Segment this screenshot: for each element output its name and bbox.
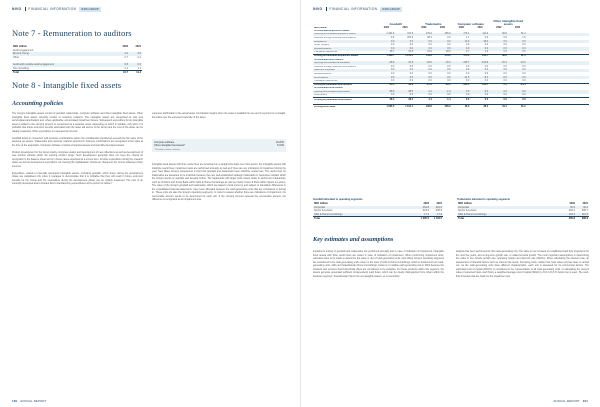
cell-value: 0.0: [428, 40, 432, 43]
cell-value: 0.0: [503, 80, 507, 83]
header-pill: IFRS GROUP: [81, 7, 99, 11]
footer-label: ANNUAL REPORT: [553, 399, 580, 403]
cell-value: 0.0: [391, 65, 395, 68]
year-labels: [415, 27, 453, 29]
cell-value: 0.8: [124, 63, 128, 67]
info-footnote: * Primarily customer relations: [154, 148, 181, 151]
table-row: [313, 104, 589, 108]
cell-value: 0.0: [428, 76, 432, 79]
table-title: Goodwill allocated to operating segments: [313, 198, 363, 201]
paragraph: Product development for the Group mainly comprises design and development of new collections as well as development of new product variants within the existing product range. Such development generally does not meet the criteria for recognition in the balance sheet and is in these cases expensed as a current item. All other expenditure during the research phase as well as development expenditure not meeting the capitalisation criteria are charged to the income statement when incurred.: [12, 150, 143, 168]
cell-value: 0.0: [409, 47, 413, 50]
cell-value: 12.9: [464, 40, 470, 43]
cell-value: 0.0: [522, 90, 526, 93]
year-labels: [377, 27, 415, 29]
cell-value: 23.9: [427, 51, 432, 54]
cell-value: 0.0: [409, 72, 413, 75]
cell-value: -38.5: [407, 90, 413, 93]
row-label: Corporate: [458, 205, 470, 209]
paragraph: expenses attributable to the actual asset. Amortisation begins when the asset is available for use and is reported on a straight-line basis over the expected useful life of the asset.: [152, 112, 286, 119]
column-header: 2021: [582, 202, 588, 206]
cell-value: 1 151.5: [405, 55, 413, 58]
cell-value: 0.0: [503, 94, 507, 97]
cell-value: 63.5: [408, 51, 413, 54]
cell-value: 0.0: [447, 65, 451, 68]
cell-value: 0.0: [503, 72, 507, 75]
cell-value: 0.0: [466, 98, 470, 101]
column-header: 2022: [423, 202, 429, 206]
cell-value: 0.0: [503, 69, 507, 72]
cell-value: 0.0: [391, 40, 395, 43]
header-divider: [25, 7, 26, 11]
first-column-header: SEK million: [314, 27, 327, 29]
company-logo: NIVO: [313, 7, 323, 11]
cell-value: 1 104.1: [405, 105, 413, 108]
column-header: 2021: [436, 202, 442, 206]
cell-value: 0.0: [447, 72, 451, 75]
row-label: Sports & Leisure: [314, 209, 333, 213]
cell-value: 0.0: [428, 65, 432, 68]
row-label: Write-downs: [314, 94, 327, 97]
year-label: 2021: [515, 27, 521, 29]
cell-value: -55.5: [388, 84, 395, 87]
group-header: [452, 23, 490, 29]
cell-value: 0.0: [391, 72, 395, 75]
cell-value: 0.0: [466, 47, 470, 50]
cell-value: 2.7: [466, 51, 470, 54]
cell-value: -28.4: [388, 98, 395, 101]
row-label: Acquired through business combinations: [314, 65, 356, 68]
cell-value: 0.0: [503, 98, 507, 101]
cell-value: 401.0: [435, 205, 442, 209]
row-label: Tax consulting: [13, 66, 29, 70]
group-title: Trademarks: [425, 22, 442, 26]
cell-value: 0.0: [447, 44, 451, 47]
cell-value: -135.7: [462, 62, 470, 65]
cell-value: 1 183.7: [386, 55, 395, 58]
cell-value: 302.2: [568, 209, 575, 213]
paragraph: Impairment testing of goodwill and trademarks are performed annually and in case of indication of impairment. Intangible fixed assets with finite useful lives are tested in case of indication of impairment. When performing impairment tests, estimates have to be made to determine the value in use of cash-generating units. New Wave Group's operating segments are considered to be cash-generating units except in the case of Gifts & Home Furnishings, which is divided into two cash-generating units, Gifts and Scandinavian Home Furnishings. Kosta is in multiple cash-generating unit in 2022 because the products and services that Kosta Boda offers are considered to be separate. For those products within this segment, the assets generate generated sufficient (independent) cash flows, which can be clearly distinguished from others within the business segment. Scandinavian Home has no intangible assets, so no sensitivity: [313, 250, 444, 278]
cell-value: -121.5: [462, 84, 470, 87]
cell-value: 1.1: [466, 36, 470, 39]
cell-value: 0.0: [503, 44, 507, 47]
column-header: SEK million: [458, 202, 472, 206]
cell-value: 31.2: [520, 105, 526, 108]
cell-value: 0.0: [409, 65, 413, 68]
cell-value: 0.0: [503, 36, 507, 39]
cell-value: 0.0: [503, 65, 507, 68]
cell-value: -45.8: [407, 84, 413, 87]
cell-value: 0.0: [447, 40, 451, 43]
cell-value: 81.2: [520, 33, 526, 36]
cell-value: -24.3: [520, 62, 526, 65]
cell-value: -1.4: [427, 98, 432, 101]
row-label: Accumulated write-downs: [314, 87, 343, 90]
row-label: Sales and disposals: [314, 69, 335, 72]
amortisation-rates-box: [152, 139, 286, 152]
row-label: Accumulated acquisition values: [314, 29, 350, 32]
cell-value: 0.0: [447, 80, 451, 83]
cell-value: 26.7: [389, 51, 395, 54]
cell-value: 1 104.5: [433, 217, 442, 221]
footer-label: ANNUAL REPORT: [20, 399, 47, 403]
cell-value: 115.3: [581, 213, 588, 217]
right-text-column-1: [313, 250, 444, 282]
cell-value: 46.3: [464, 105, 470, 108]
cell-value: 4.2: [124, 52, 128, 56]
left-text-column-2a: [152, 112, 286, 122]
cell-value: 0.0: [391, 44, 395, 47]
cell-value: 0.0: [503, 90, 507, 93]
cell-value: -103.8: [481, 62, 488, 65]
year-labels: [452, 27, 490, 29]
row-label: Closing accumulated amortisation: [314, 84, 353, 87]
paragraph: Intangible fixed assets with finite useful lives are amortised on a straight-line basis over their period. For intangible assets with indefinite useful lives, impairment tests are performed annually, as well as if there are any indications of impairment during the year. New Wave Group's assessment is that both goodwill and trademarks have indefinite useful lives. The useful lives for trademarks are assessed to be indefinite because they are well-established strategic trademarks in respective markets which the Group intends to maintain and develop further. The trademarks with larger book values relate to well-known trademarks, such as Orrefors and Kosta Boda within Gifts & Home Furnishings as well as mainly Cutter & Buck within Sports & Leisure. The value of the Group's goodwill and trademarks, which are based in local currency and subject to translation differences in the consolidated financial statements, have been allocated between the cash-generating units that are considered to belong to. These units are also the Group's operating segments. In order to assess whether there are indications of impairment, the recoverable amount needs to be determined for each unit. If the carrying amount exceeds the recoverable amount, the difference is recognised as an impairment loss.: [152, 163, 286, 202]
cell-value: 30.4: [583, 205, 588, 209]
row-label: Audit work outside audit engagement: [13, 63, 55, 67]
cell-value: 0.0: [522, 40, 526, 43]
cell-value: 0.0: [466, 65, 470, 68]
cell-value: 0.0: [409, 94, 413, 97]
cell-value: 450.8: [568, 217, 575, 221]
cell-value: 144.7: [482, 55, 488, 58]
page-number: 100: [12, 399, 18, 403]
cell-value: 0.0: [522, 47, 526, 50]
column-header: 2021: [135, 45, 141, 49]
cell-value: 0.0: [447, 69, 451, 72]
cell-value: 0.0: [428, 80, 432, 83]
cell-value: 0.0: [484, 80, 488, 83]
column-header: SEK million: [13, 45, 27, 49]
cell-value: -114.7: [481, 84, 488, 87]
cell-value: 0.0: [522, 69, 526, 72]
row-label: Total: [458, 217, 464, 221]
accounting-policies-heading: Accounting policies: [12, 100, 64, 107]
cell-value: -45.8: [388, 62, 395, 65]
cell-value: 0.0: [391, 69, 395, 72]
right-page-footer: [313, 399, 588, 403]
cell-value: 0.3: [484, 36, 488, 39]
page-number: 101: [582, 399, 588, 403]
cell-value: 11.3: [136, 70, 141, 74]
group-title: Other intangible fixed assets: [493, 19, 524, 26]
cell-value: 436.8: [425, 105, 432, 108]
column-header: 2022: [122, 45, 128, 49]
cell-value: -28.4: [407, 98, 413, 101]
cell-value: 0.0: [447, 76, 451, 79]
cell-value: 0.0: [484, 94, 488, 97]
info-row: [154, 144, 284, 148]
paragraph: analysis has been performed for this cash-generating unit. The value in use is based on established cash flow projections for the next five years, and a long-term growth rate, or called terminal growth. The most important assumptions in determining the value in use include growth rate, operating margin and discount rate (WACC). When calculating the discount rate, an assessment of financial factors such as interest rate levels, borrowing costs, market risk, beta values and tax rates is carried out. As the cash-generating units have different characteristics, each unit is assessed for its commercial factors. The estimated cost of capital (WACC) is considered to be representative of all cash-generating units. In calculating the present value of expected future cash flows, a weighted average cost of capital (WACC) of 10.1 (8.2) % before tax is used. The cash-flow forecasts that are basis for the impairment test: [456, 250, 589, 278]
column-header: 2022: [569, 202, 575, 206]
cell-value: 1 151.5: [386, 33, 395, 36]
cell-value: 0.3: [137, 63, 141, 67]
cell-value: 0.0: [484, 98, 488, 101]
company-logo: NIVO: [12, 7, 22, 11]
cell-value: 0.0: [484, 69, 488, 72]
right-text-column-2: [456, 250, 589, 282]
info-value: 5-10%: [277, 144, 284, 148]
left-page-header: [12, 5, 288, 13]
cell-value: 0.0: [409, 44, 413, 47]
header-pill: IFRS GROUP: [382, 7, 400, 11]
cell-value: 0.0: [503, 40, 507, 43]
intangible-assets-table: [313, 18, 589, 108]
cell-value: -15.4: [501, 62, 507, 65]
cell-value: -26.5: [445, 84, 451, 87]
header-section-label: FINANCIAL INFORMATION: [329, 7, 378, 11]
table-row: [457, 216, 589, 220]
cell-value: 0.0: [522, 51, 526, 54]
table-row: [313, 213, 443, 217]
cell-value: 0.0: [522, 72, 526, 75]
group-header: [415, 23, 453, 29]
table-row: [457, 213, 589, 217]
cell-value: 0.0: [484, 44, 488, 47]
row-label: Corporate: [314, 205, 326, 209]
row-label: Accumulated amortisation: [314, 58, 344, 61]
cell-value: 479.0: [444, 55, 451, 58]
cell-value: 175.0: [463, 55, 470, 58]
cell-value: 0.0: [428, 69, 432, 72]
cell-value: -26.5: [426, 62, 432, 65]
row-label: Opening accumulated acquisition values: [314, 33, 356, 36]
trademarks-segments-table: [457, 197, 589, 220]
cell-value: -38.5: [388, 90, 395, 93]
cell-value: 0.0: [466, 80, 470, 83]
cell-value: 0.1: [137, 56, 141, 60]
goodwill-segments-table: [313, 197, 443, 220]
cell-value: 361.9: [407, 36, 413, 39]
cell-value: 0.0: [466, 94, 470, 97]
group-header: [377, 23, 415, 29]
cell-value: -15.4: [520, 84, 526, 87]
cell-value: 464.8: [422, 205, 429, 209]
year-label: 2021: [402, 27, 408, 29]
cell-value: 0.0: [447, 94, 451, 97]
row-label: Ernst & Young: [13, 52, 29, 56]
row-label: Other: [13, 56, 20, 60]
group-title: Goodwill: [389, 22, 402, 26]
cell-value: 1 095.5: [386, 105, 395, 108]
left-text-column-1: [12, 112, 143, 189]
row-label: Amortisations: [314, 76, 329, 79]
cell-value: -1.4: [427, 90, 432, 93]
cell-value: -5.0: [502, 76, 507, 79]
cell-value: 38.3: [427, 36, 432, 39]
row-label: Total: [314, 217, 320, 221]
info-value: 10-20%: [275, 140, 284, 144]
cell-value: 38.2: [483, 105, 488, 108]
header-divider: [326, 7, 327, 11]
cell-value: -11.5: [464, 76, 470, 79]
cell-value: 0.0: [409, 76, 413, 79]
row-label: Reclassifications: [314, 72, 332, 75]
cell-value: 1.1: [124, 66, 128, 70]
cell-value: 479.0: [425, 33, 432, 36]
header-section-label: FINANCIAL INFORMATION: [28, 7, 77, 11]
right-page-header: [313, 5, 588, 13]
cell-value: 398.9: [581, 217, 588, 221]
cell-value: 1.5: [522, 36, 526, 39]
year-label: 2022: [458, 27, 464, 29]
cell-value: 9.5: [391, 36, 395, 39]
cell-value: 305.7: [581, 209, 588, 213]
cell-value: -37.8: [407, 62, 413, 65]
cell-value: 256.9: [444, 33, 451, 36]
cell-value: 0.0: [409, 80, 413, 83]
cell-value: -1.4: [446, 98, 451, 101]
cell-value: 707.9: [407, 33, 413, 36]
cell-value: 0.0: [484, 90, 488, 93]
cell-value: 0.0: [447, 47, 451, 50]
year-label: 2022: [421, 27, 427, 29]
table-row: [313, 216, 443, 220]
cell-value: 0.7: [124, 56, 128, 60]
cell-value: 0.0: [522, 94, 526, 97]
cell-value: 0.0: [409, 69, 413, 72]
cell-value: 0.0: [391, 94, 395, 97]
row-label: Closing book value: [314, 105, 336, 108]
row-label: Audit engagement: [13, 48, 34, 52]
cell-value: -4.0: [521, 76, 526, 79]
cell-value: 1 095.5: [420, 217, 429, 221]
note8-title: Note 8 - Intangible fixed assets: [12, 80, 122, 90]
cell-value: 1.9: [484, 51, 488, 54]
row-label: Sports & Leisure: [458, 209, 477, 213]
cell-value: 19.4: [502, 105, 507, 108]
cell-value: 66.8: [502, 33, 507, 36]
table-header-row: [313, 18, 589, 29]
row-label: Reclassifications: [314, 47, 332, 50]
cell-value: 0.0: [522, 80, 526, 83]
column-header: SEK million: [314, 202, 328, 206]
cell-value: -8.4: [483, 76, 488, 79]
cell-value: 0.0: [466, 69, 470, 72]
cell-value: 0.0: [428, 94, 432, 97]
row-label: Gifts & Home Furnishings: [458, 213, 487, 217]
left-page-footer: [12, 399, 288, 403]
cell-value: 0.0: [484, 72, 488, 75]
cell-value: 17.6: [437, 213, 442, 217]
group-header: [490, 20, 528, 29]
info-label: Other intangible fixed assets*: [154, 144, 186, 148]
cell-value: -19.4: [445, 62, 451, 65]
cell-value: 356.9: [444, 105, 451, 108]
table-title: Trademarks allocated to operating segments: [457, 198, 511, 201]
row-label: Total: [13, 70, 19, 74]
cell-value: 3.9: [137, 52, 141, 56]
year-label: 2021: [477, 27, 483, 29]
cell-value: 30.4: [570, 205, 575, 209]
cell-value: 18.6: [445, 51, 451, 54]
cell-value: 623.9: [422, 209, 429, 213]
note7-table: [12, 45, 142, 74]
cell-value: 0.0: [484, 47, 488, 50]
paragraph: The Group's intangible assets consist of goodwill, trademarks, computer software and other intangible fixed assets. Other intangible fixed assets primarily consist of customer relations. The intangible assets are recognised at cost less accumulated amortisation and, where applicable, accumulated impairment losses. Subsequent expenditure for an intangible asset is added to the carrying amount or recognised as a separate asset, depending on which is suitable, only when it is probable that future economic benefits associated with the asset will accrue to the Group and the cost of the asset can be reliably measured. Other expenditure is expensed as incurred.: [12, 112, 143, 133]
cell-value: 635.9: [435, 209, 442, 213]
cell-value: 16.7: [123, 70, 128, 74]
cell-value: 46.0: [483, 40, 488, 43]
table-row: [12, 70, 142, 74]
row-label: Closing accumulated acquisition values: [314, 55, 359, 58]
cell-value: -7.5: [502, 84, 507, 87]
row-label: Closing accumulated write-downs: [314, 98, 352, 101]
cell-value: 0.0: [391, 47, 395, 50]
cell-value: 175.1: [463, 33, 470, 36]
cell-value: 118.3: [568, 213, 575, 217]
cell-value: 0.0: [428, 44, 432, 47]
cell-value: 0.0: [428, 72, 432, 75]
cell-value: 0.0: [522, 98, 526, 101]
cell-value: 66.3: [502, 55, 507, 58]
left-text-column-2b: [152, 163, 286, 205]
cell-value: 0.0: [428, 47, 432, 50]
cell-value: 0.0: [522, 65, 526, 68]
cell-value: 0.0: [484, 65, 488, 68]
group-title: Computer software: [457, 22, 484, 26]
cell-value: 541.2: [425, 55, 432, 58]
row-label: Opening accumulated amortisation: [314, 62, 350, 65]
cell-value: 0.0: [466, 90, 470, 93]
paragraph: Expenditure related to internally developed intangible assets, excluding goodwill, which arose during the development phase are capitalised only when it manages to demonstrate that it is probable that they will result in future economic benefits for the Group and the expenditure during the development phase can be reliably measured. The cost of an internally developed asset includes direct manufacturing expenditures and a portion of indirect: [12, 171, 143, 186]
cell-value: -27.3: [426, 84, 432, 87]
cell-value: 114.9: [482, 33, 488, 36]
right-page: [300, 0, 600, 407]
cell-value: 0.0: [391, 76, 395, 79]
paragraph: Goodwill arises in connection with business combinations where the consideration transferred exceeds the fair value of the acquired net assets. Trademarks and customer relations acquired in business combinations are recognised at fair value at the time of the acquisition. Computer software consists of acquired assets and internally developed assets.: [12, 136, 143, 147]
year-label: 2022: [496, 27, 502, 29]
info-label: Computer software: [154, 140, 175, 144]
note7-title: Note 7 - Remuneration to auditors: [12, 28, 132, 38]
row-label: Opening accumulated write-downs: [314, 90, 350, 93]
table-row: [12, 56, 142, 60]
cell-value: 0.0: [391, 80, 395, 83]
cell-value: 67.0: [520, 55, 526, 58]
row-label: Gifts & Home Furnishings: [314, 213, 343, 217]
cell-value: 0.0: [466, 72, 470, 75]
key-estimates-heading: Key estimates and assumptions: [313, 236, 394, 243]
cell-value: 0.0: [522, 44, 526, 47]
cell-value: 0.0: [503, 51, 507, 54]
cell-value: 0.0: [409, 40, 413, 43]
table-row: [12, 67, 142, 71]
cell-value: 0.0: [466, 44, 470, 47]
cell-value: 0.0: [503, 47, 507, 50]
year-label: 2022: [383, 27, 389, 29]
row-label: Acquired through business combinations: [314, 36, 356, 39]
year-label: 2021: [440, 27, 446, 29]
cell-value: -1.4: [446, 90, 451, 93]
cell-value: 17.3: [424, 213, 429, 217]
row-label: Acquisitions: [314, 40, 327, 43]
cell-value: 0.0: [447, 36, 451, 39]
row-label: Under Repairs: [314, 44, 330, 47]
row-label: Translation differences: [314, 80, 338, 83]
year-labels: [490, 27, 528, 29]
cell-value: 1.1: [137, 66, 141, 70]
row-label: Translation differences: [314, 51, 338, 54]
